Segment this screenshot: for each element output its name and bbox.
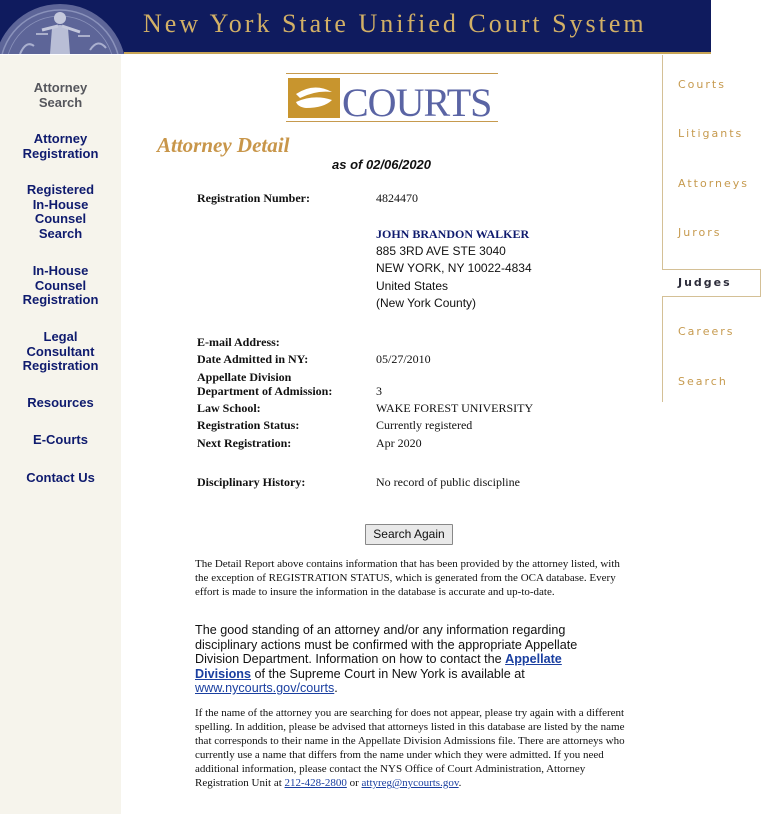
right-nav-rule [662,55,663,402]
good-standing-text-1: The good standing of an attorney and/or any information regarding disciplinary actions must be confirmed with the appropriate Appellate Division Department. Information on how to contact the [195,623,578,666]
registration-number-value: 4824470 [376,191,418,205]
address-line-2: NEW YORK, NY 10022-4834 [376,261,532,275]
date-admitted-value: 05/27/2010 [376,352,431,366]
good-standing-text-2: of the Supreme Court in New York is available at [251,666,525,681]
address-line-1: 885 3RD AVE STE 3040 [376,244,506,258]
right-nav-jurors[interactable]: Jurors [678,226,722,239]
right-nav-careers[interactable]: Careers [678,325,735,338]
law-school-label: Law School: [197,401,261,415]
disciplinary-history-label: Disciplinary History: [197,475,306,489]
nav-registered-in-house-counsel-search[interactable]: Registered In-House Counsel Search [26,182,95,241]
banner-divider [124,52,711,54]
phone-link[interactable]: 212-428-2800 [284,777,347,789]
name-search-text-1: If the name of the attorney you are searching for does not appear, please try again with a different spelling. In addition, please be advised that attorneys listed in this database are listed by the name that corresponds to their name in the Appellate Division Admissions file. There are attorneys who currently use a name that differs from the name under which they were admitted. If you need additional information, please contact the NYS Office of Court Administration, Attorney Registration Unit at [195,707,625,789]
attyreg-email-link[interactable]: attyreg@nycourts.gov [361,777,459,789]
right-nav-attorneys[interactable]: Attorneys [678,177,749,190]
left-nav [0,55,121,814]
registration-status-value: Currently registered [376,418,473,432]
registration-number-label: Registration Number: [197,191,310,205]
registration-status-label: Registration Status: [197,418,300,432]
nav-in-house-counsel-registration[interactable]: In-House Counsel Registration [22,263,99,307]
address-line-4: (New York County) [376,296,477,310]
right-nav-judges[interactable]: Judges [678,276,732,289]
appellate-division-label-1: Appellate Division [197,370,292,384]
right-nav-litigants[interactable]: Litigants [678,127,744,140]
good-standing-text-3: . [334,681,338,695]
appellate-division-label-2: Department of Admission: [197,384,333,398]
date-admitted-label: Date Admitted in NY: [197,352,309,366]
nav-attorney-registration[interactable]: Attorney Registration [22,131,99,161]
nav-resources[interactable]: Resources [27,395,94,410]
site-banner [0,0,711,54]
good-standing-note [195,623,605,696]
detail-report-note: The Detail Report above contains information that has been provided by the attorney listed, with the exception of REGISTRATION STATUS, which is generated from the OCA database. Every effort is made to insure the information in the database is accurate and up-to-date. [195,558,620,598]
next-registration-label: Next Registration: [197,436,292,450]
name-search-text-3: . [458,777,462,789]
appellate-division-value: 3 [376,384,382,398]
right-nav-courts[interactable]: Courts [678,78,726,91]
ecourts-logo-text: COURTS [342,80,492,124]
nycourts-courts-link[interactable]: www.nycourts.gov/courts [195,681,335,695]
disciplinary-history-value: No record of public discipline [376,475,520,489]
nav-e-courts[interactable]: E-Courts [33,432,88,447]
as-of-date: as of 02/06/2020 [332,157,432,172]
right-nav [662,55,782,405]
appellate-divisions-link[interactable]: Appellate Divisions [195,652,562,681]
justice-seal-icon [0,0,124,54]
next-registration-value: Apr 2020 [376,436,422,450]
address-line-3: United States [376,279,449,293]
name-search-text-2: or [346,777,362,789]
nav-legal-consultant-registration[interactable]: Legal Consultant Registration [22,329,99,373]
attorney-name: JOHN BRANDON WALKER [376,227,530,241]
name-search-note [195,706,627,790]
search-again-button[interactable]: Search Again [365,524,453,545]
email-label: E-mail Address: [197,335,280,349]
right-nav-search[interactable]: Search [678,375,728,388]
nav-contact-us[interactable]: Contact Us [26,470,95,485]
page-title: Attorney Detail [157,133,290,157]
ecourts-logo[interactable] [286,72,498,124]
nav-attorney-search: Attorney Search [33,80,88,110]
law-school-value: WAKE FOREST UNIVERSITY [376,401,534,415]
banner-title: New York State Unified Court System [143,9,647,38]
